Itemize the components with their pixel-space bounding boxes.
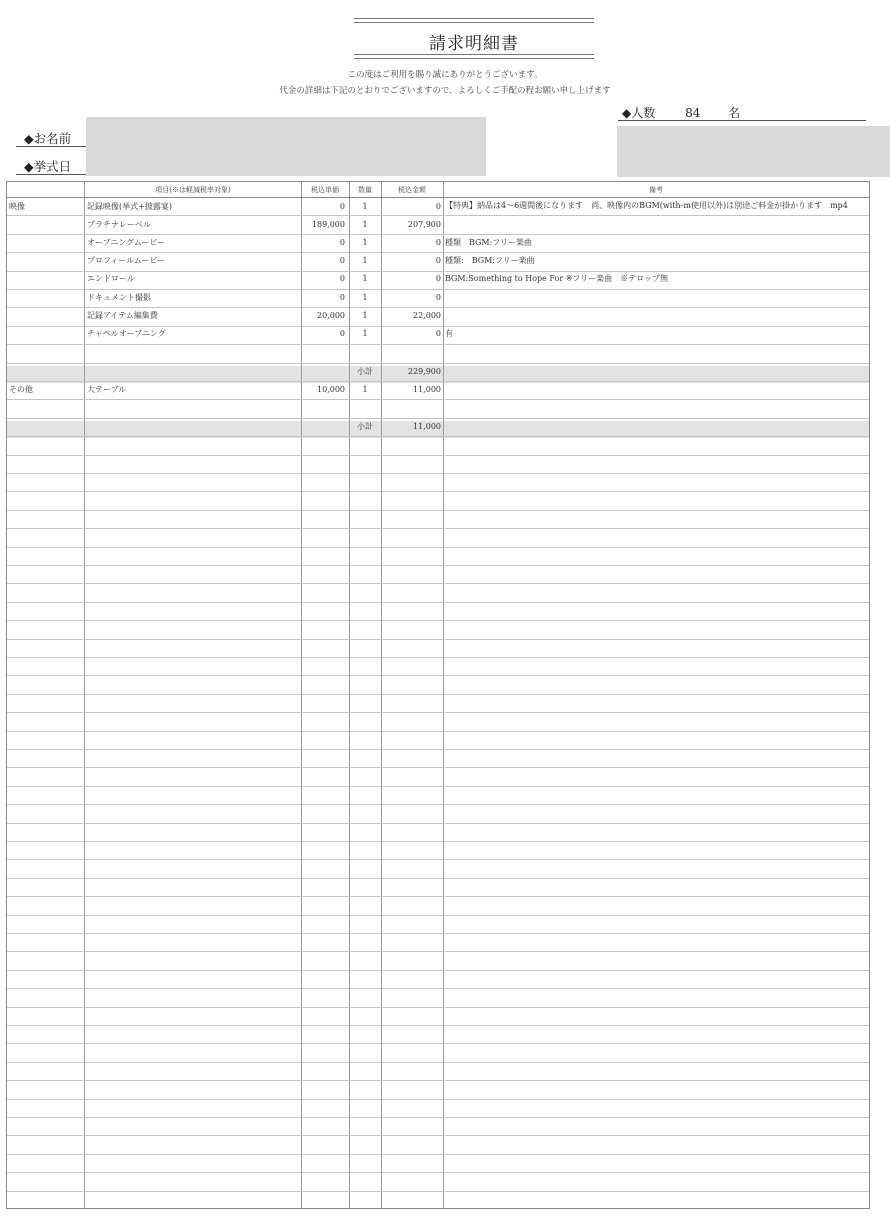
table-row-line [7, 510, 869, 511]
table-row-line [7, 620, 869, 621]
table-row-line [7, 436, 869, 437]
table-row-line [7, 1172, 869, 1173]
unit-price: 0 [339, 256, 345, 265]
unit-price: 0 [339, 202, 345, 211]
table-row-line [7, 694, 869, 695]
headcount-label: ◆人数 [622, 106, 656, 120]
note: 種類 BGM:フリー楽曲 [445, 238, 532, 247]
table-row-line [7, 951, 869, 952]
qty: 1 [362, 329, 368, 338]
table-row-line [7, 602, 869, 603]
amount: 207,900 [407, 220, 441, 229]
table-row-line [7, 859, 869, 860]
table-row-line [7, 933, 869, 934]
qty: 1 [362, 385, 368, 394]
invoice-table [6, 181, 870, 1209]
amount: 0 [435, 238, 441, 247]
item-name: チャペルオープニング [87, 329, 166, 338]
qty: 1 [362, 293, 368, 302]
header-qty: 数量 [358, 186, 372, 194]
table-row-line [7, 491, 869, 492]
table-row-line [7, 326, 869, 327]
headcount-value: 84 [685, 106, 701, 120]
qty: 1 [362, 256, 368, 265]
table-row-line [7, 583, 869, 584]
amount: 0 [435, 329, 441, 338]
header-note: 備考 [649, 186, 663, 194]
headcount [622, 104, 740, 121]
table-row-line [7, 307, 869, 308]
table-row-line [7, 528, 869, 529]
table-row-line [7, 731, 869, 732]
note: 【特典】納品は4〜6週間後になります 尚、映像内のBGM(with-m使用以外)は別途ご料金が掛かります mp4 [445, 201, 848, 210]
name-label: ◆お名前 [24, 131, 72, 146]
amount: 22,000 [413, 311, 441, 320]
table-row-line [7, 657, 869, 658]
subtotal-amount: 11,000 [413, 422, 441, 431]
subtotal-amount: 229,900 [407, 367, 441, 376]
table-row-line [7, 455, 869, 456]
item-name: 大テーブル [87, 385, 127, 394]
item-name: エンドロール [87, 274, 135, 283]
subtotal-label: 小計 [357, 367, 373, 376]
note: BGM:Something to Hope For ※フリー楽曲 ※テロップ無 [445, 274, 668, 283]
table-row-line [7, 1117, 869, 1118]
table-row-line [7, 1062, 869, 1063]
unit-price: 10,000 [317, 385, 345, 394]
table-row-line [7, 252, 869, 253]
unit-price: 0 [339, 238, 345, 247]
category-label: 映像 [9, 202, 25, 211]
table-row-line [7, 1025, 869, 1026]
item-name: オープニングムービー [87, 238, 166, 247]
table-row-line [7, 1099, 869, 1100]
unit-price: 189,000 [311, 220, 345, 229]
table-row-line [7, 1007, 869, 1008]
redacted-name-date [86, 117, 486, 176]
table-row-line [7, 841, 869, 842]
table-row-line [7, 804, 869, 805]
headcount-underline [618, 120, 866, 121]
table-row-line [7, 197, 869, 198]
amount: 11,000 [413, 385, 441, 394]
qty: 1 [362, 311, 368, 320]
item-name: 記録アイテム編集費 [87, 311, 158, 320]
table-row-line [7, 639, 869, 640]
unit-price: 0 [339, 329, 345, 338]
table-row-line [7, 1154, 869, 1155]
table-row-line [7, 547, 869, 548]
column-divider [84, 182, 85, 1208]
column-divider [443, 182, 444, 1208]
table-row-line [7, 915, 869, 916]
redacted-customer-info [617, 126, 890, 177]
page-title: 請求明細書 [429, 34, 519, 54]
unit-price: 0 [339, 293, 345, 302]
table-row-line [7, 1080, 869, 1081]
table-row-line [7, 565, 869, 566]
table-row-line [7, 1135, 869, 1136]
table-row-line [7, 418, 869, 419]
item-name: プロフィールムービー [87, 256, 166, 265]
header-unit-price: 税込単価 [311, 186, 339, 194]
table-row-line [7, 896, 869, 897]
header-amount: 税込金額 [398, 186, 426, 194]
unit-price: 0 [339, 274, 345, 283]
greeting-line-1: この度はご利用を賜り誠にありがとうございます。 [347, 70, 543, 80]
item-name: ドキュメント撮影 [87, 293, 151, 302]
table-row-line [7, 1043, 869, 1044]
date-label: ◆挙式日 [24, 159, 72, 174]
amount: 0 [435, 293, 441, 302]
table-row-line [7, 988, 869, 989]
note: 種類: BGM:フリー楽曲 [445, 256, 535, 265]
greeting-line-2: 代金の詳細は下記のとおりでございますので、よろしくご手配の程お願い申し上げます [279, 86, 611, 96]
qty: 1 [362, 202, 368, 211]
qty: 1 [362, 238, 368, 247]
amount: 0 [435, 274, 441, 283]
table-row-line [7, 786, 869, 787]
table-row-line [7, 970, 869, 971]
item-name: プラチナレーベル [87, 220, 151, 229]
table-row-line [7, 399, 869, 400]
table-row-line [7, 749, 869, 750]
table-row-line [7, 878, 869, 879]
subtotal-label: 小計 [357, 422, 373, 431]
table-row-line [7, 767, 869, 768]
title-box [354, 18, 594, 60]
table-row-line [7, 271, 869, 272]
headcount-unit: 名 [728, 106, 741, 120]
amount: 0 [435, 256, 441, 265]
table-row-line [7, 712, 869, 713]
unit-price: 20,000 [317, 311, 345, 320]
table-row-line [7, 675, 869, 676]
table-row-line [7, 234, 869, 235]
amount: 0 [435, 202, 441, 211]
note: 有 [445, 329, 453, 338]
table-row-line [7, 1191, 869, 1192]
item-name: 記録映像(挙式+披露宴) [87, 202, 172, 211]
table-row-line [7, 289, 869, 290]
table-row-line [7, 344, 869, 345]
qty: 1 [362, 220, 368, 229]
category-label: その他 [9, 385, 33, 394]
header-item: 項目(※は軽減税率対象) [155, 186, 231, 194]
qty: 1 [362, 274, 368, 283]
table-row-line [7, 823, 869, 824]
table-row-line [7, 363, 869, 364]
table-row-line [7, 381, 869, 382]
table-row-line [7, 473, 869, 474]
table-row-line [7, 215, 869, 216]
